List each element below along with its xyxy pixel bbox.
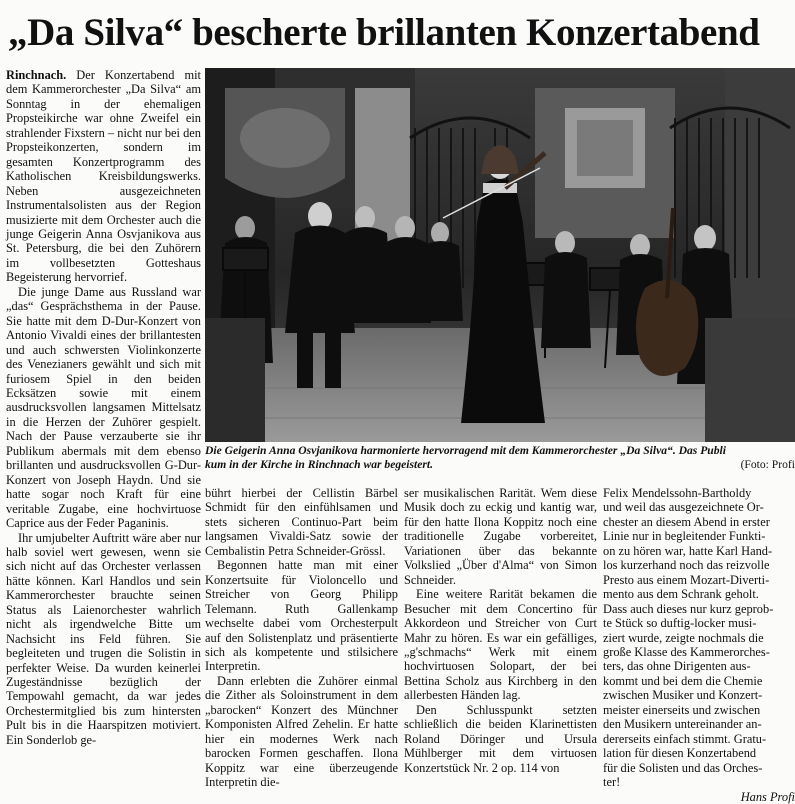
text-line: zwischen Musiker und Konzert- <box>603 688 763 703</box>
text-line: Linie nur in begleitender Funkti- <box>603 529 766 544</box>
text-line: den Musikern untereinander an- <box>603 717 762 732</box>
paragraph: Eine weitere Rarität bekamen die Besucher mit dem Concertino für Akkordeon und Streicher von Curt Mahr zu hören. Es war ein gefälliges, „g'schmachs“ Werk mit einem hochvirtuosen Solopart, der bei Bettina Scholz aus Kirchberg in den allerbesten Händen lag. <box>404 587 597 703</box>
paragraph: Dann erlebten die Zuhörer einmal die Zither als Soloinstrument in dem „barocken“ Konzert des Münchner Komponisten Alfred Zehelin. Er hatte hier ein modernes Werk nach barocken Formen geschaffen. Ilona Koppitz war eine überzeugende Interpretin die- <box>205 673 398 790</box>
dateline: Rinchnach. <box>6 68 67 82</box>
paragraph: Begonnen hatte man mit einer Konzertsuite für Violoncello und Streicher von Georg Philipp Telemann. Ruth Gallenkamp wechselte dabei vom Orchesterpult auf den Solistenplatz und präsentierte sich als kompetente und stilsichere Interpretin. <box>205 558 398 674</box>
headline: „Da Silva“ bescherte brillanten Konzertabend <box>8 11 760 54</box>
paragraph: Den Schlusspunkt setzten schließlich die beiden Klarinettisten Roland Döringer und Ursula Mühlberger mit dem virtuosen Konzertstück Nr. 2 op. 114 von <box>404 702 597 775</box>
text-line: kommt und bei dem die Chemie <box>603 673 763 688</box>
paragraph: bührt hierbei der Cellistin Bärbel Schmidt für den einfühlsamen und stets sicheren Continuo-Part beim langsamen Vivaldi-Satz sowie der Cembalistin Petra Schneider-Grössl. <box>205 486 398 558</box>
text-line: te Stück so duftig-locker musi- <box>603 616 757 631</box>
text-line: Presto aus einem Mozart-Diverti- <box>603 572 770 587</box>
article-column-1 <box>6 68 201 747</box>
text-line: und weil das ausgezeichnete Or- <box>603 500 764 515</box>
text-line: Felix Mendelssohn-Bartholdy <box>603 486 752 500</box>
text-line: ziert wurde, zeigte nochmals die <box>603 630 764 645</box>
caption-line: Die Geigerin Anna Osvjanikova harmonierte hervorragend mit dem Kammerorchester „Da Silva“. Das Publi <box>205 444 726 457</box>
author-byline: Hans Profi <box>740 789 795 804</box>
text-line: für die Solisten und das Orches- <box>603 760 763 775</box>
concert-photo <box>205 68 795 442</box>
text-line: lation für diesen Konzertabend <box>603 746 757 761</box>
text-line: ters, das ohne Dirigenten aus- <box>603 659 751 674</box>
text-line: chester an diesem Abend in erster <box>603 514 770 529</box>
paragraph: Die junge Dame aus Russland war „das“ Gesprächsthema in der Pause. Sie hatte mit dem D-Dur-Konzert von Antonio Vivaldi eines der brillantesten und auch schwersten Violinkonzerte des Venezianers gewählt und sich mit furiosem Spiel in den beiden Ecksätzen sowie mit einem ausdrucksvollen langsamen Mittelsatz in die Herzen der Zuhörer gespielt. Nach der Pause verzauberte sie ihr Publikum abermals mit dem ebenso brillanten und ausdrucksvollen G-Dur-Konzert von Joseph Haydn. Und sie hatte sogar noch Kraft für eine veritable Zugabe, eine hochvirtuose Caprice aus der Feder Paganinis. <box>6 284 201 531</box>
text-line: meister einerseits und zwischen <box>603 702 761 717</box>
text-line: on zu hören war, hatte Karl Hand- <box>603 543 773 558</box>
paragraph <box>6 68 201 285</box>
photo-credit: (Foto: Profi <box>740 458 795 471</box>
article-column-2 <box>205 486 398 790</box>
caption-line: kum in der Kirche in Rinchnach war begeistert. <box>205 458 434 471</box>
paragraph: ser musikalischen Rarität. Wem diese Musik doch zu eckig und kantig war, für den hatte Ilona Koppitz noch eine traditionelle Zugabe vorbereitet, Variationen über das bekannte Volkslied „Über d'Alma“ von Simon Schneider. <box>404 486 597 587</box>
text-line: ter! <box>603 775 621 790</box>
paragraph: Ihr umjubelter Auftritt wäre aber nur halb soviel wert gewesen, wenn sie sich nicht auf das Orchester verlassen hätte können. Karl Handlos und sein Kammerorchester brauchte seinen Status als Laienorchester wahrlich nicht als irgendwelche Bitte um Nachsicht ins Feld führen. Sie begleiteten und trugen die Solistin in perfekter Weise. Da wurden keinerlei Zugeständnisse bezüglich der Tempowahl gemacht, da war jedes Orchestermitglied bis zum hintersten Pult bis in die Haarspitzen motiviert. Ein Sonderlob ge- <box>6 530 201 747</box>
text-line: mento aus dem Schrank geholt. <box>603 587 759 602</box>
text-line: große Klasse des Kammerorches- <box>603 644 770 659</box>
photo-caption <box>205 444 795 472</box>
text-line: dererseits einfach stimmt. Gratu- <box>603 731 767 746</box>
paragraph-text: Der Konzertabend mit dem Kammerorchester „Da Silva“ am Sonntag in der ehemaligen Propsteikirche war ohne Zweifel ein strahlender Fixstern – nicht nur bei den Propsteikonzerten, sondern im gesamten Konzertprogramm des Katholischen Kreisbildungswerks. Neben ausgezeichneten Instrumentalsolisten aus der Region musizierte mit dem Orchester auch die junge Geigerin Anna Osvjanikova aus St. Petersburg, die bei den Zuhörern im vollbesetzten Gotteshaus Begeisterung hervorrief. <box>6 68 201 285</box>
text-line: Dass auch dieses nur kurz geprob- <box>603 601 774 616</box>
text-line: los kurzerhand noch das reizvolle <box>603 558 770 573</box>
article-column-4 <box>603 486 795 804</box>
article-column-3 <box>404 486 597 775</box>
